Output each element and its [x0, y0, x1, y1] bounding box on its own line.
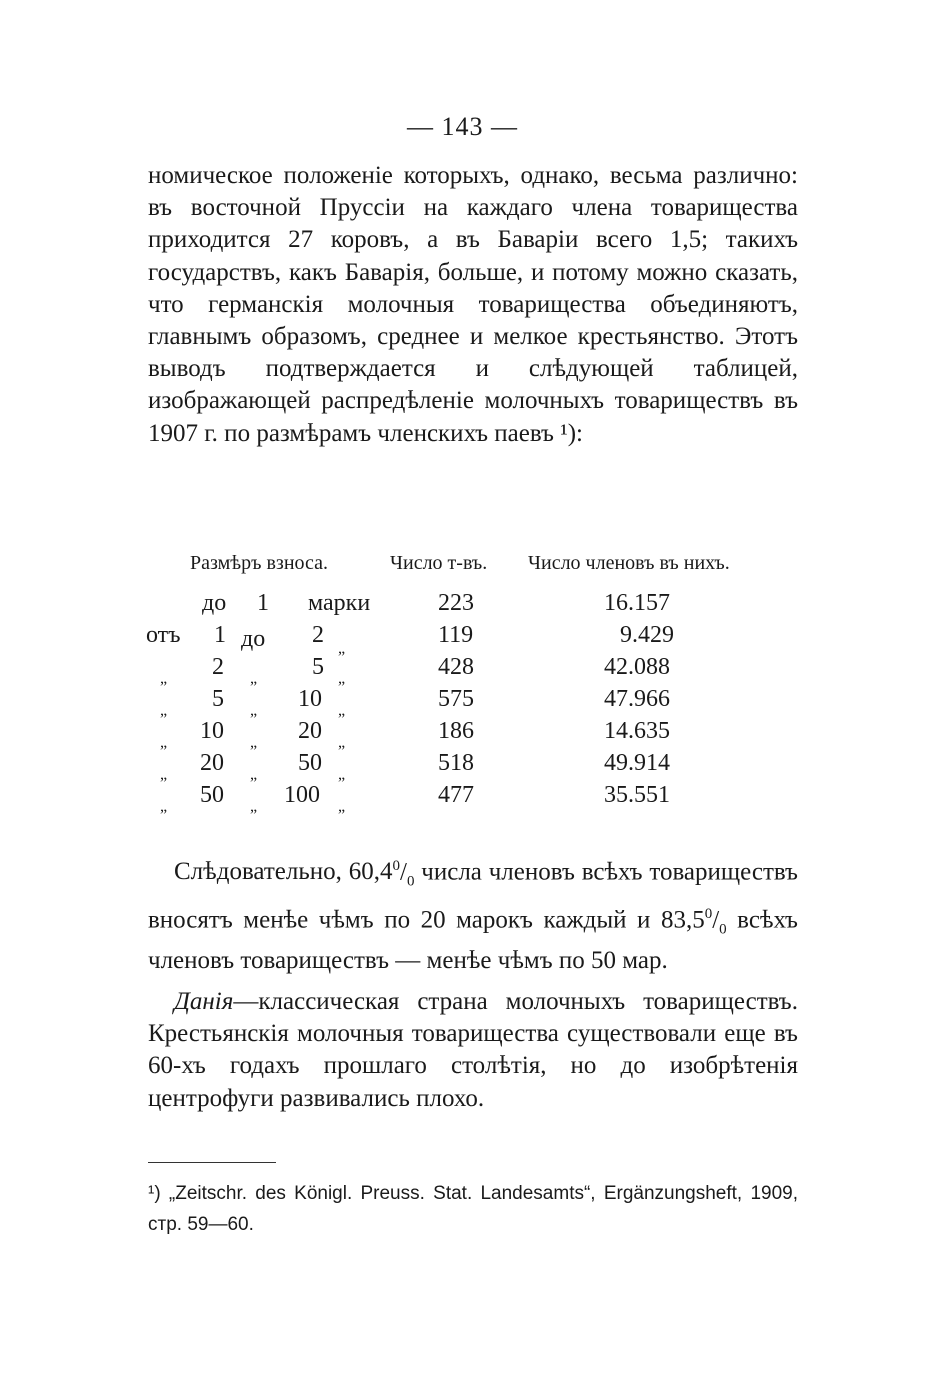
row4-count: 575 [438, 686, 474, 712]
table-header-size: Размѣръ взноса. [190, 552, 329, 574]
row2-high: 2 [312, 622, 324, 648]
row3-count: 428 [438, 654, 474, 680]
row2-count: 119 [438, 622, 474, 648]
paragraph-intro: номическое положенiе которыхъ, однако, весьма различно: въ восточной Пруссiи на каждаго члена товарищества приходится 27 коровъ, а въ Баварiи всего 1,5; такихъ государствъ, какъ Баварiя, больше, и потому можно сказать, что германскiя молочныя товарищества объединяютъ, главнымъ образомъ, среднее и мелкое крестьянство. Этотъ выводъ подтверждается и слѣдующей таблицей, изображающей распредѣленiе молочныхъ товариществъ въ 1907 г. по размѣрамъ членскихъ паевъ ¹): [148, 162, 798, 447]
row6-ditto-upto: „ [250, 766, 258, 783]
denmark-italic: Данiя [174, 988, 234, 1015]
row6-count: 518 [438, 750, 474, 776]
denmark-text: —классическая страна молочныхъ товариществъ. Крестьянскiя молочныя товарищества существовали еще въ 60-хъ годахъ прошлаго столѣтiя, но до изобрѣтенiя центрофуги развивались плохо. [148, 988, 798, 1112]
paragraph-denmark [148, 986, 798, 1115]
row3-members: 42.088 [604, 654, 670, 680]
row2-prefix: отъ [146, 622, 181, 648]
row3-ditto-unit: „ [338, 670, 346, 687]
row4-members: 47.966 [604, 686, 670, 712]
row5-members: 14.635 [604, 718, 670, 744]
row1-unit: марки [308, 590, 371, 616]
row7-ditto-upto: „ [250, 798, 258, 815]
page-number: — 143 — [407, 112, 518, 141]
row5-ditto-unit: „ [338, 734, 346, 751]
row5-from: 10 [200, 718, 224, 744]
conclusion-part-2: числа членовъ всѣхъ товариществъ вносятъ менѣе чѣмъ по 20 марокъ каждый и 83,5 [148, 858, 798, 933]
row2-from: 1 [214, 622, 226, 648]
row5-ditto-prefix: „ [160, 734, 168, 751]
row3-high: 5 [312, 654, 324, 680]
row3-ditto-upto: „ [250, 670, 258, 687]
percent-sup-2: 0 [704, 905, 713, 922]
row2-ditto-unit: „ [338, 640, 346, 657]
row5-high: 20 [298, 718, 322, 744]
table-header-count: Число т-въ. [390, 552, 488, 574]
row2-members: 9.429 [620, 622, 674, 648]
row4-ditto-upto: „ [250, 702, 258, 719]
paragraph-conclusion: Слѣдовательно, $60,4^0/_0$ числа членовъ всѣхъ товариществъ вносятъ менѣе чѣмъ по 20 марокъ каждый и $83,5^0/_0$ всѣхъ членовъ товариществъ — менѣе чѣмъ по 50 мар. [148, 858, 798, 975]
table-header-members: Число членовъ въ нихъ. [528, 552, 730, 574]
row1-count: 223 [438, 590, 474, 616]
row7-ditto-prefix: „ [160, 798, 168, 815]
row1-from: до [202, 590, 227, 616]
conclusion-part-3: всѣхъ членовъ товариществъ — менѣе чѣмъ по 50 мар. [148, 905, 798, 975]
row6-high: 50 [298, 750, 322, 776]
row7-high: 100 [284, 782, 320, 808]
percent-sup-1: 0 [392, 858, 400, 874]
row4-high: 10 [298, 686, 322, 712]
row6-ditto-unit: „ [338, 766, 346, 783]
footnote-rule [148, 1162, 276, 1163]
row7-ditto-unit: „ [338, 798, 346, 815]
row6-members: 49.914 [604, 750, 670, 776]
percent-sub-1: 0 [406, 873, 415, 890]
row7-members: 35.551 [604, 782, 670, 808]
row5-ditto-upto: „ [250, 734, 258, 751]
row6-ditto-prefix: „ [160, 766, 168, 783]
row2-upto: до [241, 626, 266, 652]
conclusion-part-1: Слѣдовательно, 60,4 [174, 858, 393, 886]
row1-low: 1 [257, 590, 269, 616]
row6-from: 20 [200, 750, 224, 776]
percent-sub-2: 0 [719, 920, 727, 937]
row4-ditto-unit: „ [338, 702, 346, 719]
row7-count: 477 [438, 782, 474, 808]
footnote: ¹) „Zeitschr. des Königl. Preuss. Stat. Landesamts“, Ergänzungsheft, 1909, стр. 59—60. [148, 1183, 798, 1235]
row7-from: 50 [200, 782, 224, 808]
row4-from: 5 [212, 686, 224, 712]
row3-from: 2 [212, 654, 224, 680]
row5-count: 186 [438, 718, 474, 744]
row1-members: 16.157 [604, 590, 670, 616]
row3-ditto-prefix: „ [160, 670, 168, 687]
row4-ditto-prefix: „ [160, 702, 168, 719]
